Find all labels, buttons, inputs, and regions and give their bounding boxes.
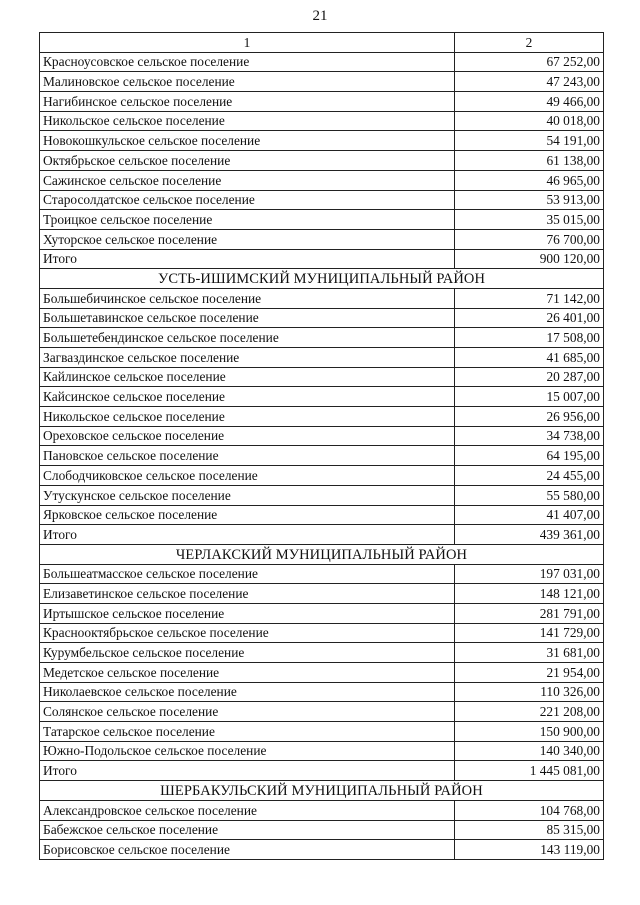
settlement-name: Октябрьское сельское поселение xyxy=(40,151,455,171)
settlement-value: 148 121,00 xyxy=(455,584,604,604)
table-row xyxy=(40,328,604,348)
settlement-value: 221 208,00 xyxy=(455,702,604,722)
settlement-value: 67 252,00 xyxy=(455,52,604,72)
settlement-value: 20 287,00 xyxy=(455,367,604,387)
settlement-name: Старосолдатское сельское поселение xyxy=(40,190,455,210)
settlement-name: Медетское сельское поселение xyxy=(40,663,455,683)
table-row xyxy=(40,387,604,407)
settlement-name: Курумбельское сельское поселение xyxy=(40,643,455,663)
settlement-name: Хуторское сельское поселение xyxy=(40,229,455,249)
table-row xyxy=(40,741,604,761)
settlement-value: 24 455,00 xyxy=(455,466,604,486)
settlement-name: Красноусовское сельское поселение xyxy=(40,52,455,72)
table-row xyxy=(40,308,604,328)
settlement-value: 34 738,00 xyxy=(455,426,604,446)
settlement-value: 26 401,00 xyxy=(455,308,604,328)
settlement-value: 140 340,00 xyxy=(455,741,604,761)
settlement-value: 35 015,00 xyxy=(455,210,604,230)
table-row xyxy=(40,702,604,722)
settlement-value: 61 138,00 xyxy=(455,151,604,171)
settlement-name: Кайсинское сельское поселение xyxy=(40,387,455,407)
settlement-name: Александровское сельское поселение xyxy=(40,800,455,820)
settlement-name: Ярковское сельское поселение xyxy=(40,505,455,525)
table-row xyxy=(40,584,604,604)
table-row xyxy=(40,92,604,112)
settlement-value: 54 191,00 xyxy=(455,131,604,151)
settlement-name: Иртышское сельское поселение xyxy=(40,603,455,623)
settlement-value: 85 315,00 xyxy=(455,820,604,840)
settlement-value: 40 018,00 xyxy=(455,111,604,131)
settlement-value: 64 195,00 xyxy=(455,446,604,466)
settlement-value: 41 407,00 xyxy=(455,505,604,525)
settlement-name: Кайлинское сельское поселение xyxy=(40,367,455,387)
settlement-value: 49 466,00 xyxy=(455,92,604,112)
settlement-name: Краснооктябрьское сельское поселение xyxy=(40,623,455,643)
district-header-row xyxy=(40,544,604,564)
settlement-name: Малиновское сельское поселение xyxy=(40,72,455,92)
settlement-value: 110 326,00 xyxy=(455,682,604,702)
settlement-name: Большебичинское сельское поселение xyxy=(40,288,455,308)
table-row xyxy=(40,682,604,702)
settlement-name: Пановское сельское поселение xyxy=(40,446,455,466)
settlement-name: Итого xyxy=(40,249,455,269)
settlement-value: 197 031,00 xyxy=(455,564,604,584)
table-row xyxy=(40,643,604,663)
table-row xyxy=(40,623,604,643)
settlement-value: 55 580,00 xyxy=(455,485,604,505)
table-row xyxy=(40,367,604,387)
district-title: ШЕРБАКУЛЬСКИЙ МУНИЦИПАЛЬНЫЙ РАЙОН xyxy=(40,781,604,801)
table-row xyxy=(40,52,604,72)
settlement-value: 1 445 081,00 xyxy=(455,761,604,781)
table-row xyxy=(40,466,604,486)
table-row xyxy=(40,505,604,525)
settlement-name: Татарское сельское поселение xyxy=(40,722,455,742)
column-header-1: 1 xyxy=(40,33,455,53)
settlement-value: 15 007,00 xyxy=(455,387,604,407)
settlement-value: 900 120,00 xyxy=(455,249,604,269)
table-row xyxy=(40,249,604,269)
settlement-name: Большеатмасское сельское поселение xyxy=(40,564,455,584)
settlement-name: Слободчиковское сельское поселение xyxy=(40,466,455,486)
settlement-name: Загваздинское сельское поселение xyxy=(40,348,455,368)
settlement-value: 143 119,00 xyxy=(455,840,604,860)
table-row xyxy=(40,446,604,466)
settlement-value: 21 954,00 xyxy=(455,663,604,683)
settlement-name: Сажинское сельское поселение xyxy=(40,170,455,190)
table-row xyxy=(40,170,604,190)
settlement-name: Большетавинское сельское поселение xyxy=(40,308,455,328)
settlement-name: Итого xyxy=(40,525,455,545)
column-header-2: 2 xyxy=(455,33,604,53)
district-title: ЧЕРЛАКСКИЙ МУНИЦИПАЛЬНЫЙ РАЙОН xyxy=(40,544,604,564)
table-row xyxy=(40,722,604,742)
settlement-value: 439 361,00 xyxy=(455,525,604,545)
settlement-name: Солянское сельское поселение xyxy=(40,702,455,722)
table-row xyxy=(40,111,604,131)
settlement-name: Ореховское сельское поселение xyxy=(40,426,455,446)
settlement-name: Новокошкульское сельское поселение xyxy=(40,131,455,151)
table-row xyxy=(40,190,604,210)
settlement-value: 71 142,00 xyxy=(455,288,604,308)
table-row xyxy=(40,348,604,368)
table-row xyxy=(40,407,604,427)
settlement-name: Елизаветинское сельское поселение xyxy=(40,584,455,604)
table-row xyxy=(40,820,604,840)
settlement-name: Бабежское сельское поселение xyxy=(40,820,455,840)
settlement-value: 47 243,00 xyxy=(455,72,604,92)
settlement-value: 26 956,00 xyxy=(455,407,604,427)
settlement-value: 41 685,00 xyxy=(455,348,604,368)
settlement-name: Нагибинское сельское поселение xyxy=(40,92,455,112)
settlement-name: Утускунское сельское поселение xyxy=(40,485,455,505)
settlement-value: 281 791,00 xyxy=(455,603,604,623)
settlement-value: 17 508,00 xyxy=(455,328,604,348)
settlement-value: 76 700,00 xyxy=(455,229,604,249)
table-row xyxy=(40,525,604,545)
settlement-name: Борисовское сельское поселение xyxy=(40,840,455,860)
table-row xyxy=(40,485,604,505)
table-row xyxy=(40,663,604,683)
settlement-name: Николаевское сельское поселение xyxy=(40,682,455,702)
settlement-name: Южно-Подольское сельское поселение xyxy=(40,741,455,761)
settlement-value: 141 729,00 xyxy=(455,623,604,643)
district-header-row xyxy=(40,781,604,801)
district-title: УСТЬ-ИШИМСКИЙ МУНИЦИПАЛЬНЫЙ РАЙОН xyxy=(40,269,604,289)
settlement-value: 53 913,00 xyxy=(455,190,604,210)
table-row xyxy=(40,564,604,584)
settlement-name: Большетебендинское сельское поселение xyxy=(40,328,455,348)
table-row xyxy=(40,72,604,92)
table-row xyxy=(40,131,604,151)
settlement-name: Никольское сельское поселение xyxy=(40,407,455,427)
settlement-name: Итого xyxy=(40,761,455,781)
table-row xyxy=(40,151,604,171)
page-number: 21 xyxy=(312,8,328,24)
budget-table xyxy=(39,32,604,860)
table-row xyxy=(40,426,604,446)
settlement-value: 31 681,00 xyxy=(455,643,604,663)
settlement-value: 104 768,00 xyxy=(455,800,604,820)
table-row xyxy=(40,840,604,860)
table-row xyxy=(40,229,604,249)
table-row xyxy=(40,603,604,623)
table-row xyxy=(40,800,604,820)
settlement-name: Троицкое сельское поселение xyxy=(40,210,455,230)
table-row xyxy=(40,210,604,230)
settlement-name: Никольское сельское поселение xyxy=(40,111,455,131)
table-row xyxy=(40,761,604,781)
settlement-value: 150 900,00 xyxy=(455,722,604,742)
settlement-value: 46 965,00 xyxy=(455,170,604,190)
district-header-row xyxy=(40,269,604,289)
table-header-row xyxy=(40,33,604,53)
table-row xyxy=(40,288,604,308)
